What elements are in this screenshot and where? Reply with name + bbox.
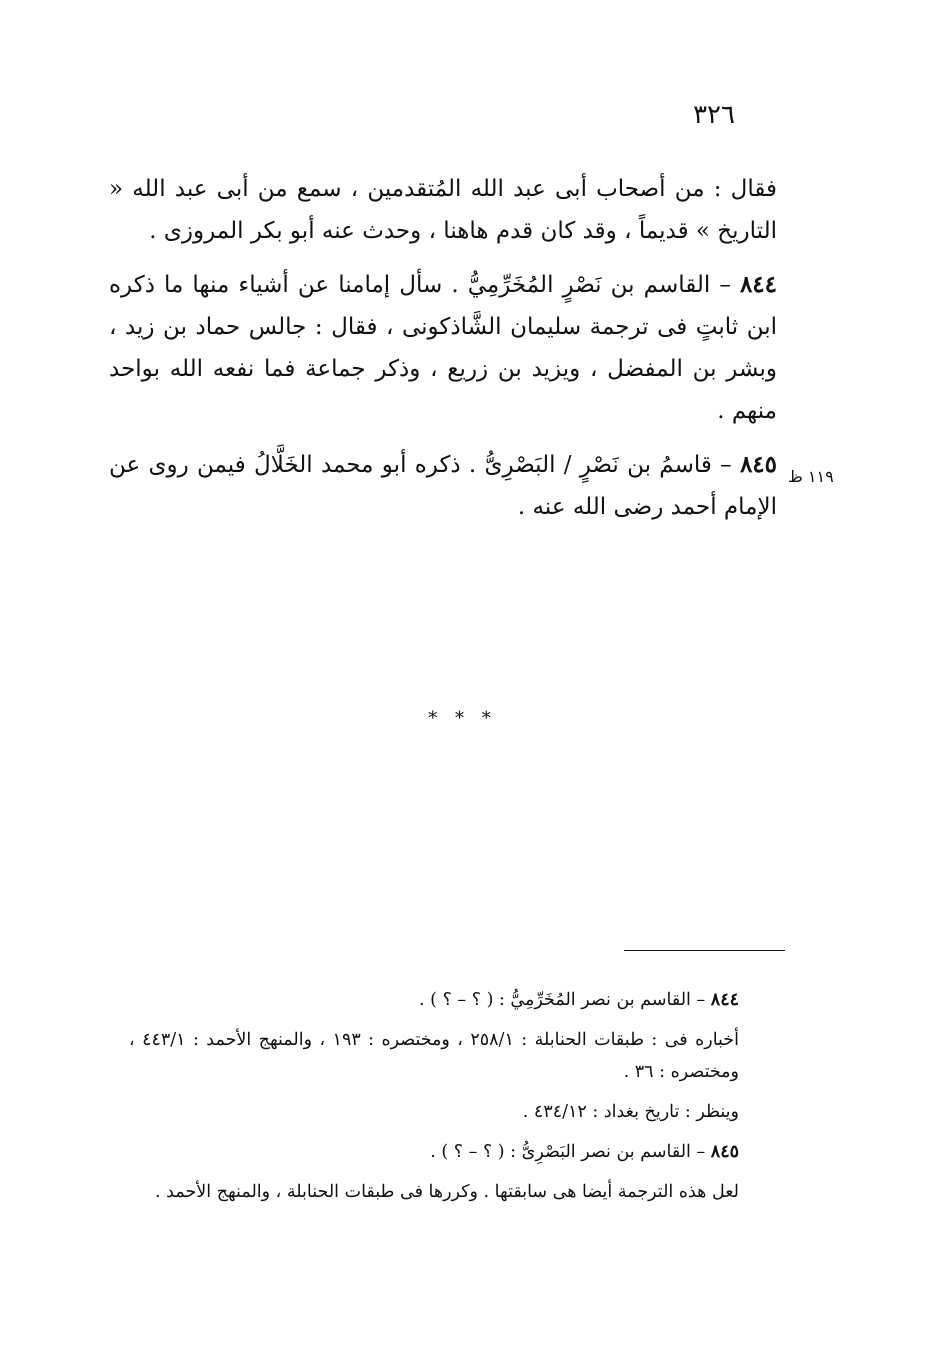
entry-text: – القاسم بن نَصْرٍ المُخَرِّمِيُّ . سأل إمامنا عن أشياء منها ما ذكره ابن ثابتٍ فى ترجمة سليمان الشَّاذكونى ، فقال : جالس حماد بن زيد ، وبشر بن المفضل ، ويزيد بن زريع ، وذكر جماعة فما نفعه الله بواحد منهم . (109, 272, 777, 424)
manuscript-folio-note: ١١٩ ظ (788, 467, 834, 486)
footnote-divider (624, 950, 785, 951)
entry-text: – قاسمُ بن نَصْرٍ / البَصْرِىُّ . ذكره أبو محمد الخَلَّالُ فيمن روى عن الإمام أحمد رضى الله عنه . (109, 452, 777, 520)
footnote-number: ٨٤٥ (710, 1142, 739, 1162)
main-text (109, 168, 777, 540)
entry-845 (109, 444, 777, 528)
footnote-number: ٨٤٤ (710, 990, 739, 1010)
footnote-heading-text: – القاسم بن نصر المُخَرِّمِيُّ : ( ؟ – ؟ ) . (419, 990, 711, 1010)
footnotes (129, 984, 739, 1210)
footnote-844-see-also: وينظر : تاريخ بغداد : ٤٣٤/١٢ . (522, 1102, 739, 1122)
footnote-845-heading (129, 1136, 739, 1168)
footnote-844-heading (129, 984, 739, 1016)
section-separator: * * * (428, 708, 497, 729)
page-number: ٣٢٦ (693, 100, 735, 130)
entry-844 (109, 264, 777, 432)
intro-paragraph: فقال : من أصحاب أبى عبد الله المُتقدمين ، سمع من أبى عبد الله « التاريخ » قديماً ، وقد كان قدم هاهنا ، وحدث عنه أبو بكر المروزى . (109, 176, 777, 244)
footnote-844-sources: أخباره فى : طبقات الحنابلة : ٢٥٨/١ ، ومختصره : ١٩٣ ، والمنهج الأحمد : ٤٤٣/١ ، ومختصره : ٣٦ . (129, 1030, 739, 1082)
entry-number: ٨٤٤ (739, 271, 777, 298)
entry-number: ٨٤٥ (739, 451, 777, 478)
footnote-heading-text: – القاسم بن نصر البَصْرِىُّ : ( ؟ – ؟ ) . (430, 1142, 711, 1162)
footnote-845-note: لعل هذه الترجمة أيضا هى سابقتها . وكررها فى طبقات الحنابلة ، والمنهج الأحمد . (155, 1182, 739, 1202)
